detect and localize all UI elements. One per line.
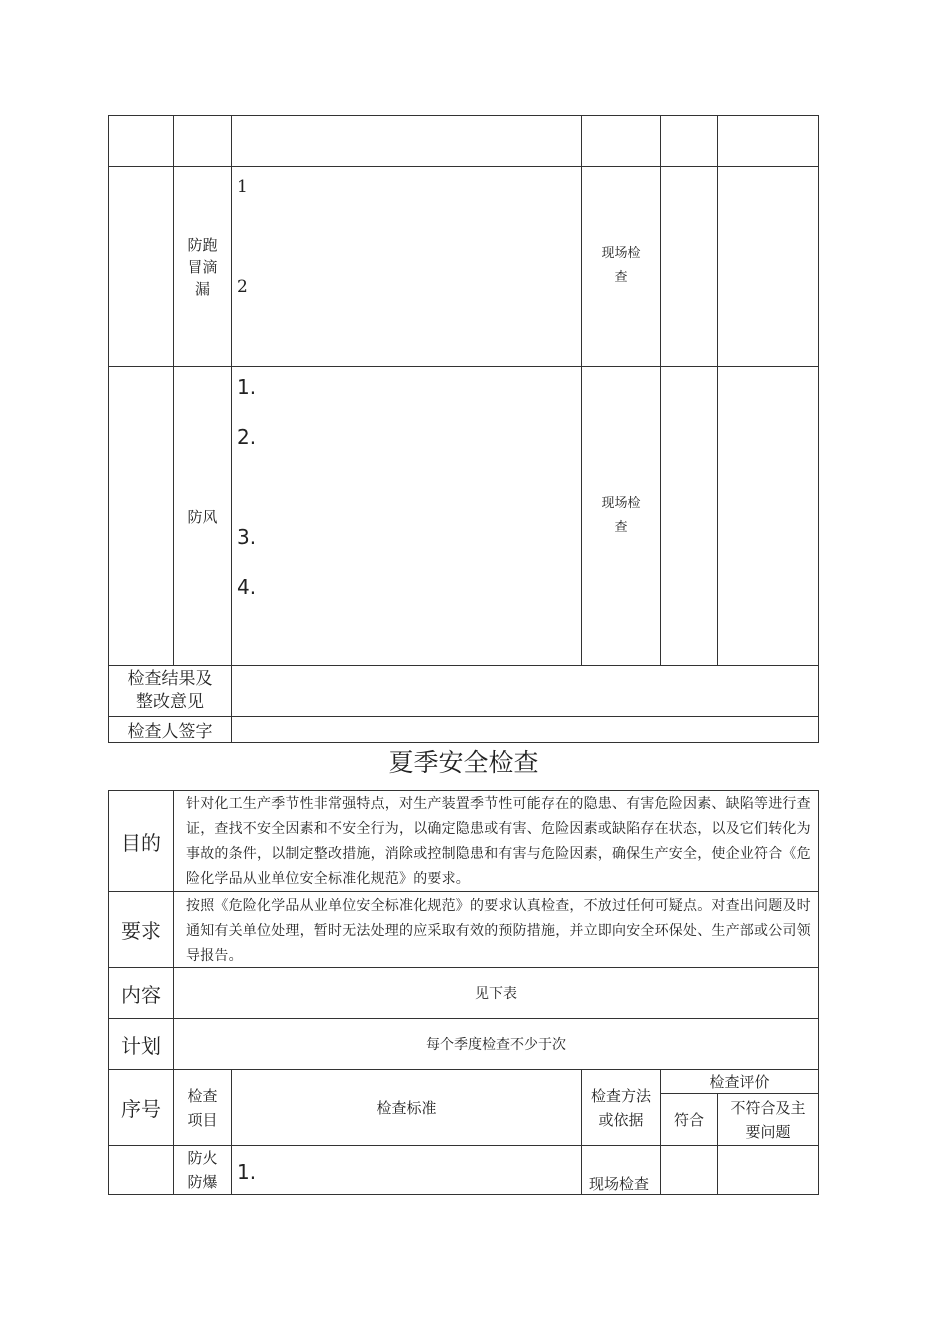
- standard-number: 2: [237, 277, 248, 297]
- header-method-label: 检查方法 或依据: [590, 1086, 651, 1129]
- plan-label: 计划: [121, 1033, 161, 1058]
- method-cell: [582, 490, 660, 542]
- item-cell-fire-explosion: [174, 1146, 231, 1194]
- item-cell-wind-prevention: [174, 367, 231, 665]
- item-label: 防风: [187, 507, 218, 526]
- signature-label-cell: [109, 717, 231, 742]
- standard-number: 2.: [237, 425, 257, 449]
- purpose-text: 针对化工生产季节性非常强特点，对生产装置季节性可能存在的隐患、有害危险因素、缺陷等进行查证，查找不安全因素和不安全行为，以确定隐患或有害、危险因素或缺陷存在状态，以及它们转化为事故的条件，以制定整改措施，消除或控制隐患和有害与危险因素，确保生产安全，使企业符合《危险化学品从业单位安全标准化规范》的要求。: [186, 796, 811, 887]
- header-standard-label: 检查标准: [376, 1099, 437, 1117]
- header-item-label: 检查 项目: [187, 1086, 218, 1129]
- header-conform-label: 符合: [673, 1111, 704, 1129]
- purpose-label: 目的: [121, 830, 161, 855]
- requirement-label-cell: [109, 892, 173, 967]
- content-label: 内容: [121, 982, 161, 1007]
- header-evaluation: [661, 1070, 818, 1093]
- header-no-label: 序号: [121, 1097, 161, 1121]
- header-standard: [232, 1070, 581, 1145]
- method-label: 现场检 查: [601, 246, 641, 285]
- signature-label: 检查人签字: [127, 722, 213, 742]
- content-label-cell: [109, 968, 173, 1018]
- method-cell: [582, 240, 660, 292]
- requirement-label: 要求: [121, 919, 161, 943]
- page-title: 夏季安全检查: [388, 748, 539, 777]
- method-label: 现场检查: [589, 1175, 650, 1193]
- standard-number: 1.: [237, 375, 257, 399]
- header-method: [582, 1070, 660, 1145]
- header-no: [109, 1070, 173, 1145]
- content-text: 见下表: [475, 986, 517, 1002]
- result-label-cell: [109, 666, 231, 716]
- result-label: 检查结果及 整改意见: [127, 669, 213, 712]
- header-item: [174, 1070, 231, 1145]
- item-label: 防火 防爆: [187, 1149, 218, 1191]
- plan-text: 每个季度检查不少于次: [426, 1037, 566, 1053]
- header-nonconform: [718, 1094, 818, 1145]
- header-conform: [661, 1094, 717, 1145]
- standard-number: 3.: [237, 525, 257, 549]
- method-label: 现场检 查: [601, 496, 641, 535]
- standard-number: 4.: [237, 575, 257, 599]
- item-label: 防跑 冒滴 漏: [187, 235, 218, 298]
- plan-label-cell: [109, 1019, 173, 1069]
- requirement-text: 按照《危险化学品从业单位安全标准化规范》的要求认真检查，不放过任何可疑点。对查出问题及时通知有关单位处理，暂时无法处理的应采取有效的预防措施，并立即向安全环保处、生产部或公司领导报告。: [186, 898, 811, 964]
- header-evaluation-label: 检查评价: [709, 1073, 770, 1091]
- standard-number: 1: [237, 177, 248, 197]
- item-cell-leak-prevention: [174, 167, 231, 366]
- header-nonconform-label: 不符合及主 要问题: [730, 1098, 806, 1141]
- standard-number: 1.: [237, 1160, 257, 1184]
- purpose-label-cell: [109, 791, 173, 891]
